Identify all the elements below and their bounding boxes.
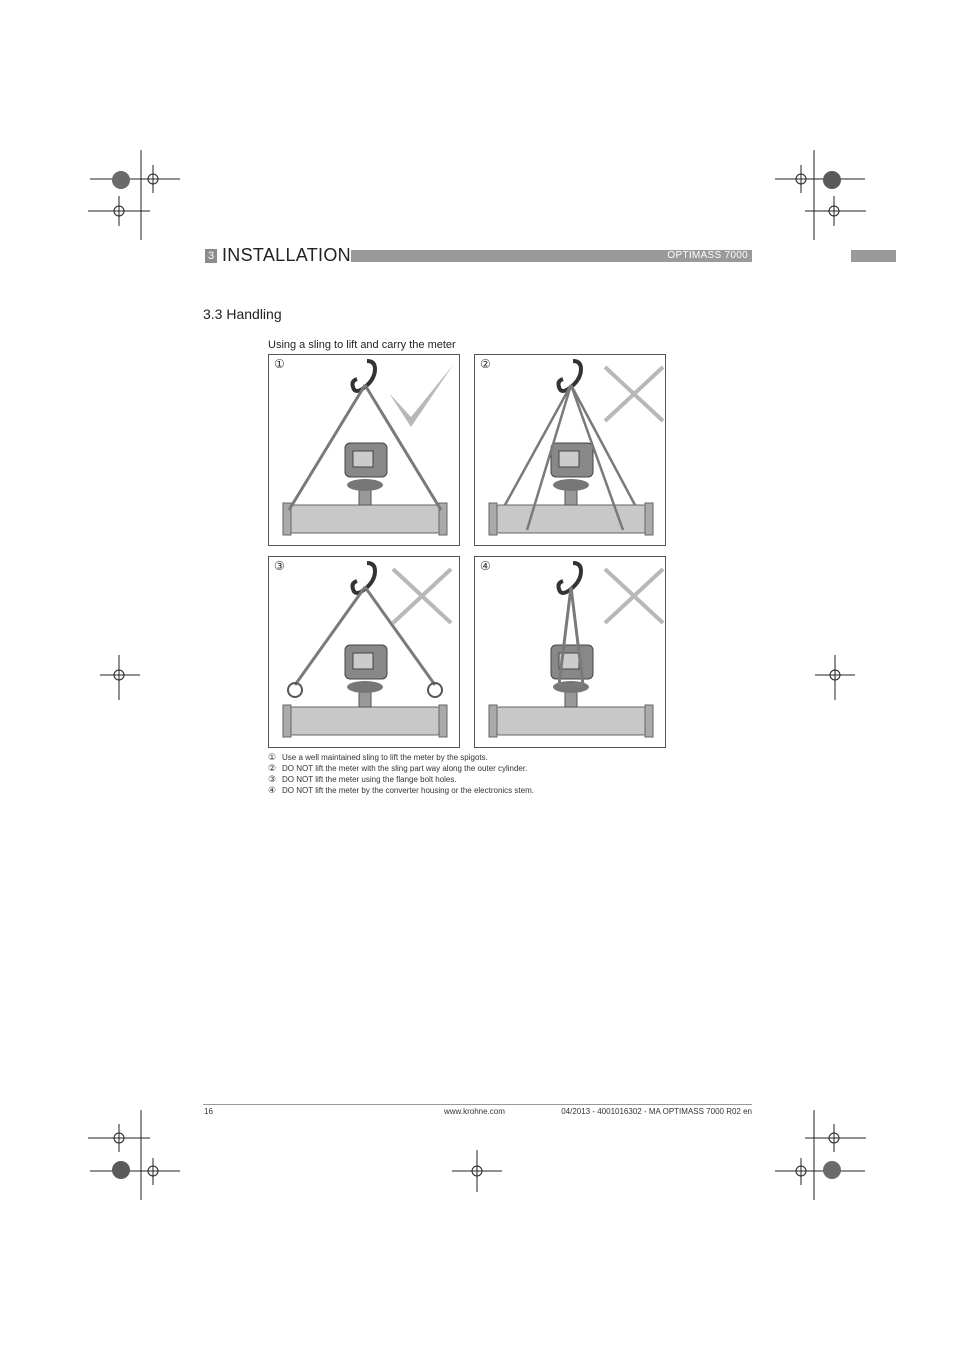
legend-text: DO NOT lift the meter using the flange bolt holes.	[282, 775, 457, 784]
lifting-illustration	[475, 355, 667, 547]
cross-icon	[393, 569, 451, 623]
lifting-illustration	[475, 557, 667, 749]
cross-icon	[605, 367, 663, 421]
chapter-title: INSTALLATION	[222, 245, 351, 265]
header-bar-tab	[851, 250, 896, 262]
legend-number: ①	[268, 752, 277, 762]
panel-number: ②	[480, 357, 491, 371]
legend-text: DO NOT lift the meter by the converter housing or the electronics stem.	[282, 786, 534, 795]
figure-panel-2	[474, 354, 666, 546]
figure-panel-1	[268, 354, 460, 546]
footer-url[interactable]: www.krohne.com	[444, 1107, 505, 1116]
legend-number: ③	[268, 774, 277, 784]
legend-text: DO NOT lift the meter with the sling part way along the outer cylinder.	[282, 764, 528, 773]
legend-item	[268, 752, 718, 763]
panel-number: ①	[274, 357, 285, 371]
figure-legend	[268, 752, 718, 796]
footer-document-id: 04/2013 - 4001016302 - MA OPTIMASS 7000 R02 en	[561, 1107, 752, 1116]
lifting-illustration	[269, 355, 461, 547]
legend-number: ②	[268, 763, 277, 773]
figure-panel-4	[474, 556, 666, 748]
figure-panel-3	[268, 556, 460, 748]
header-bar	[351, 250, 752, 262]
footer-rule	[203, 1104, 752, 1105]
product-name: OPTIMASS 7000	[667, 250, 748, 261]
page-number: 16	[204, 1107, 213, 1116]
figure-caption: Using a sling to lift and carry the meter	[268, 339, 456, 351]
panel-number: ④	[480, 559, 491, 573]
cross-icon	[605, 569, 663, 623]
section-title: 3.3 Handling	[203, 306, 282, 322]
chapter-number-badge: 3	[205, 249, 217, 263]
lifting-illustration	[269, 557, 461, 749]
legend-item	[268, 774, 718, 785]
panel-number: ③	[274, 559, 285, 573]
legend-item	[268, 785, 718, 796]
legend-item	[268, 763, 718, 774]
legend-text: Use a well maintained sling to lift the meter by the spigots.	[282, 753, 488, 762]
legend-number: ④	[268, 785, 277, 795]
check-icon	[389, 365, 453, 427]
